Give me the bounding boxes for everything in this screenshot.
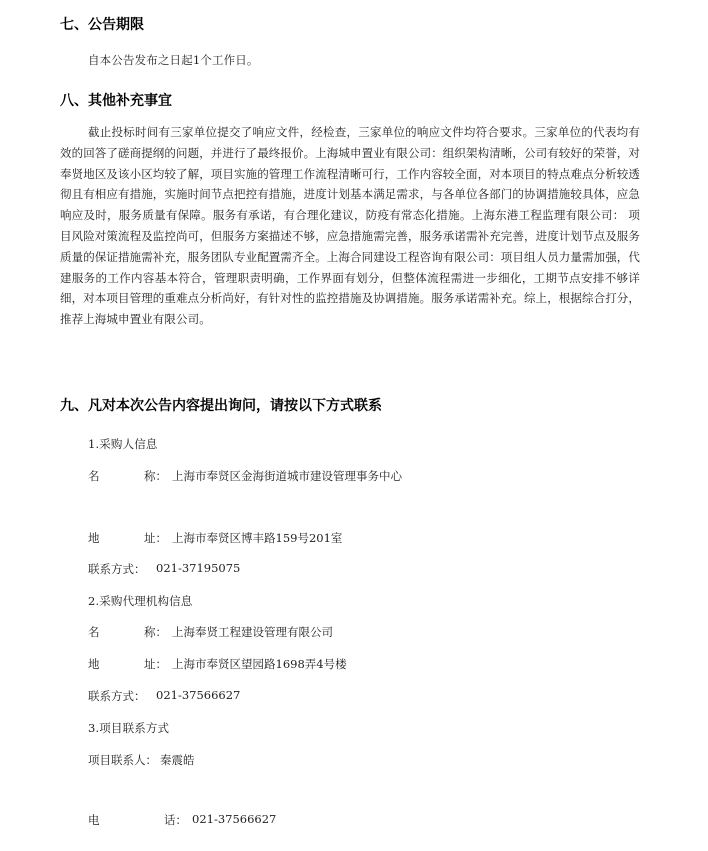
purchaser-name-value: 上海市奉贤区金海街道城市建设管理事务中心 bbox=[172, 469, 402, 483]
purchaser-name-label-b: 称： bbox=[144, 469, 167, 483]
purchaser-contact-value: 021-37195075 bbox=[156, 561, 241, 575]
agency-address-label-b: 址： bbox=[144, 657, 167, 671]
section-8-heading: 八、其他补充事宜 bbox=[60, 93, 172, 109]
section-8-paragraph: 截止投标时间有三家单位提交了响应文件，经检查，三家单位的响应文件均符合要求。三家单位的代表均有效的回答了磋商提纲的问题，并进行了最终报价。上海城申置业有限公司：组织架构清晰，公司有较好的荣誉，对奉贤地区及该小区均较了解，项目实施的管理工作流程清晰可行，工作内容较全面，对本项目的特点难点分析较透彻且有相应有措施，实施时间节点把控有措施，进度计划基本满足需求，与各单位各部门的协调措施较具体，应急响应及时，服务质量有保障。服务有承诺，有合理化建议，防疫有常态化措施。上海东港工程监理有限公司： 项目风险对策流程及监控尚可，但服务方案描述不够，应急措施需完善，服务承诺需补充完善，进度计划节点及服务质量的保证措施需补充，服务团队专业配置需齐全。上海合同建设工程咨询有限公司：项目组人员力量需加强，代建服务的工作内容基本符合，管理职责明确，工作界面有划分，但整体流程需进一步细化，工期节点安排不够详细，对本项目管理的重难点分析尚好，有针对性的监控措施及协调措施。服务承诺需补充。综上，根据综合打分，推荐上海城申置业有限公司。 bbox=[60, 125, 640, 327]
agency-contact-label: 联系方式： bbox=[88, 689, 146, 703]
project-person-value: 秦震皓 bbox=[160, 753, 195, 767]
purchaser-address-value: 上海市奉贤区博丰路159号201室 bbox=[172, 531, 343, 545]
agency-name-value: 上海奉贤工程建设管理有限公司 bbox=[172, 625, 333, 639]
purchaser-address-label-b: 址： bbox=[144, 531, 167, 545]
project-phone-label-a: 电 bbox=[88, 813, 100, 827]
project-person-label: 项目联系人： bbox=[88, 753, 157, 767]
project-phone-value: 021-37566627 bbox=[192, 812, 277, 826]
purchaser-address-label-a: 地 bbox=[88, 531, 100, 545]
purchaser-contact-row bbox=[88, 561, 648, 577]
agency-name-label-b: 称： bbox=[144, 625, 167, 639]
agency-address-label-a: 地 bbox=[88, 657, 100, 671]
section-9-heading: 九、凡对本次公告内容提出询问，请按以下方式联系 bbox=[60, 398, 382, 414]
purchaser-title: 1.采购人信息 bbox=[88, 437, 158, 451]
agency-contact-row bbox=[88, 688, 648, 704]
purchaser-contact-label: 联系方式： bbox=[88, 562, 146, 576]
agency-address-row bbox=[88, 656, 648, 672]
agency-contact-value: 021-37566627 bbox=[156, 688, 241, 702]
purchaser-address-row bbox=[88, 530, 648, 546]
agency-title: 2.采购代理机构信息 bbox=[88, 594, 193, 608]
project-contact-title: 3.项目联系方式 bbox=[88, 721, 170, 735]
section-7-text: 自本公告发布之日起1个工作日。 bbox=[88, 53, 259, 67]
agency-name-row bbox=[88, 624, 648, 640]
project-phone-label-b: 话： bbox=[164, 813, 187, 827]
agency-address-value: 上海市奉贤区望园路1698弄4号楼 bbox=[172, 657, 347, 671]
agency-name-label-a: 名 bbox=[88, 625, 100, 639]
purchaser-name-row bbox=[88, 468, 648, 484]
project-person-row bbox=[88, 752, 648, 768]
purchaser-name-label-a: 名 bbox=[88, 469, 100, 483]
project-phone-row bbox=[88, 812, 648, 828]
section-7-heading: 七、公告期限 bbox=[60, 17, 144, 33]
